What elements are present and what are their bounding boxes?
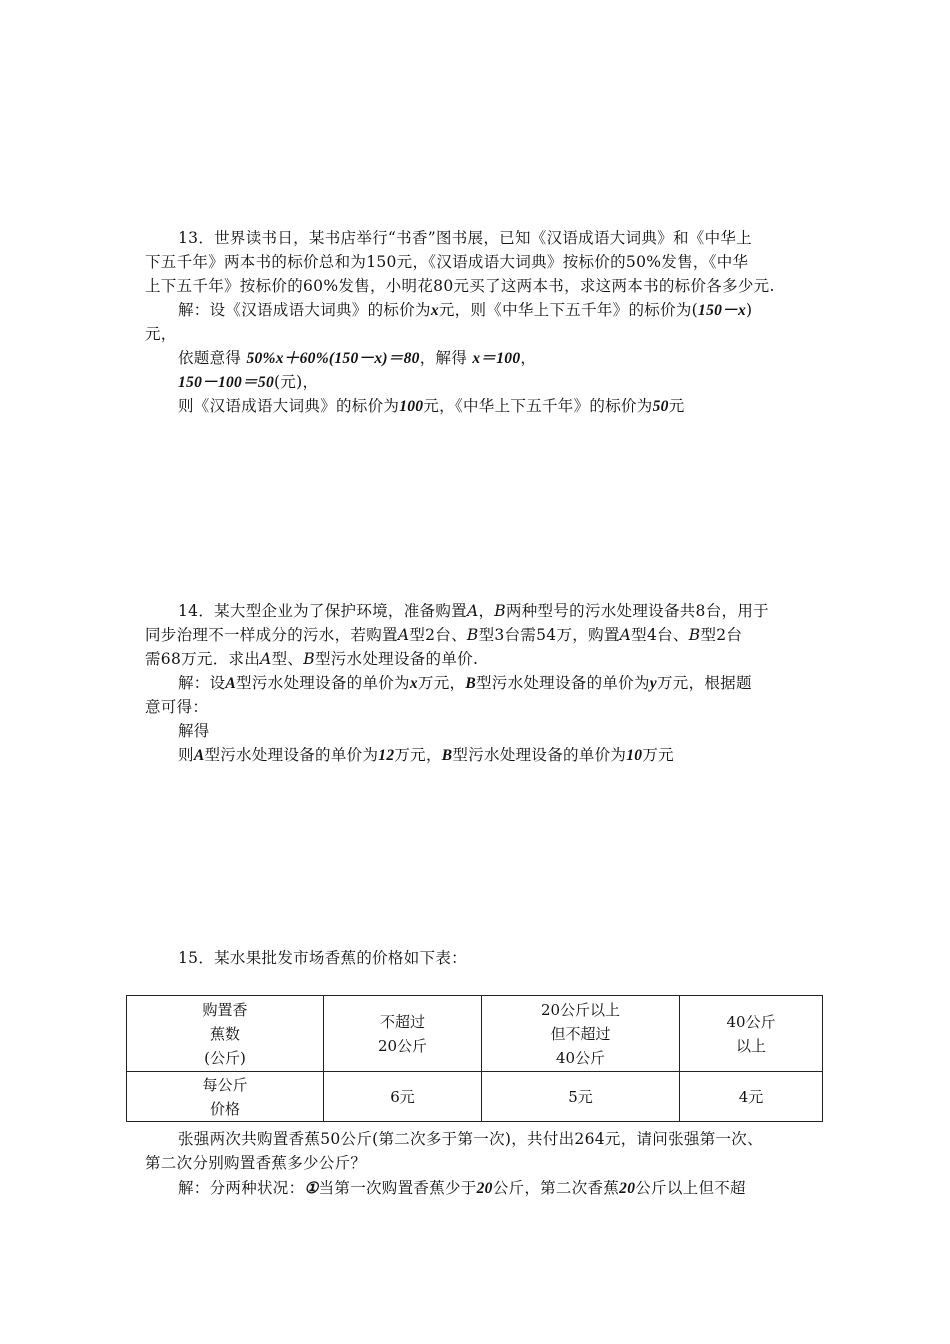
q13-solution-line-5: 则《汉语成语大词典》的标价为100元，《中华上下五千年》的标价为50元 [178,397,685,415]
table-header-cell: 20公斤以上 但不超过 40公斤 [482,996,680,1072]
table-row [127,1072,823,1122]
q13-text-line-3: 上下五千年》按标价的60%发售，小明花80元买了这两本书，求这两本书的标价各多少元. [145,277,775,295]
q13-text-line-2: 下五千年》两本书的标价总和为150元，《汉语成语大词典》按标价的50%发售，《中华 [145,253,749,271]
table-header-cell: 购置香 蕉数 (公斤) [127,996,324,1072]
q15-text-line-2: 张强两次共购置香蕉50公斤(第二次多于第一次)，共付出264元，请问张强第一次、 [178,1130,763,1148]
banana-price-table [126,995,823,1122]
q13-text-line-1: 13．世界读书日，某书店举行“书香”图书展，已知《汉语成语大词典》和《中华上 [178,229,752,247]
table-header-cell: 40公斤 以上 [680,996,823,1072]
q15-text-line-1: 15．某水果批发市场香蕉的价格如下表： [178,949,467,967]
q14-text-line-2: 同步治理不一样成分的污水，若购置A型2台、B型3台需54万，购置A型4台、B型2台 [145,626,743,644]
table-cell: 6元 [324,1072,482,1122]
q13-solution-line-4: 150－100＝50(元)， [178,373,319,391]
table-header-cell: 不超过 20公斤 [324,996,482,1072]
q14-solution-line-2: 意可得： [145,698,209,716]
q13-solution-line-1: 解：设《汉语成语大词典》的标价为x元，则《中华上下五千年》的标价为(150－x) [178,301,753,319]
table-cell: 4元 [680,1072,823,1122]
q14-solution-line-4: 则A型污水处理设备的单价为12万元，B型污水处理设备的单价为10万元 [178,746,674,764]
q14-text-line-3: 需68万元．求出A型、B型污水处理设备的单价. [145,650,479,668]
q14-solution-line-3: 解得 [178,722,210,740]
q14-text-line-1: 14．某大型企业为了保护环境，准备购置A，B两种型号的污水处理设备共8台，用于 [178,602,769,620]
table-cell: 5元 [482,1072,680,1122]
q15-solution-line-1: 解：分两种状况：①当第一次购置香蕉少于20公斤，第二次香蕉20公斤以上但不超 [178,1179,746,1197]
q13-solution-line-2: 元， [145,325,177,343]
table-header-row [127,996,823,1072]
q13-solution-line-3: 依题意得 50%x＋60%(150－x)＝80，解得 x＝100， [178,349,537,367]
table-cell: 每公斤 价格 [127,1072,324,1122]
q15-text-line-3: 第二次分别购置香蕉多少公斤？ [145,1154,367,1172]
q14-solution-line-1: 解：设A型污水处理设备的单价为x万元，B型污水处理设备的单价为y万元，根据题 [178,674,752,692]
